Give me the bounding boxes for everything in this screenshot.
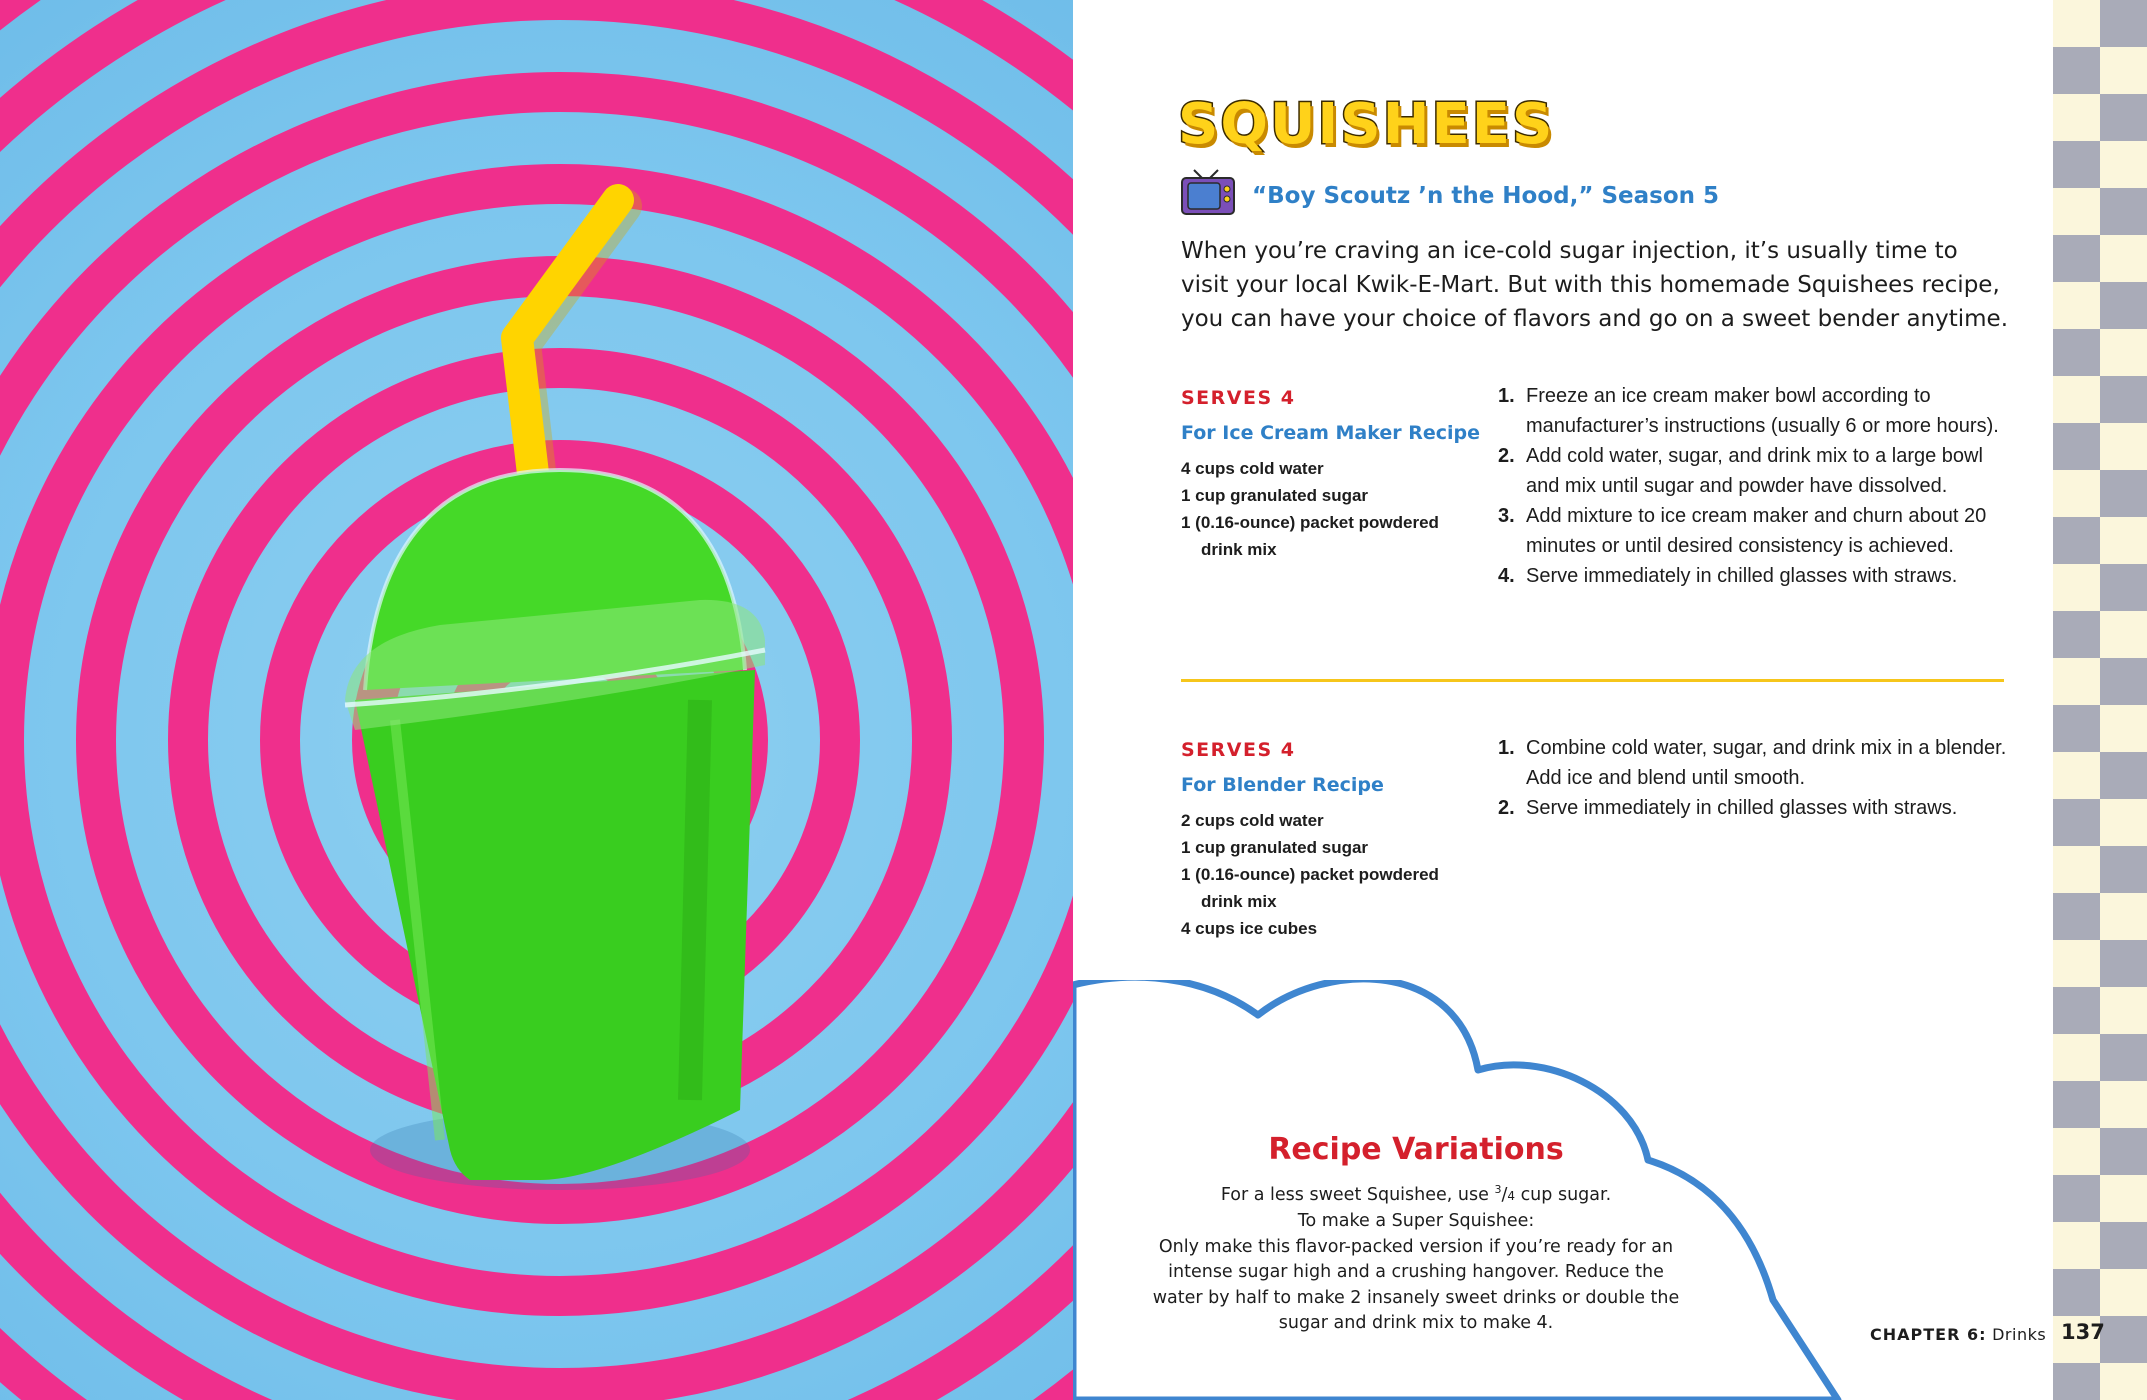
- ingredient-item: 1 (0.16-ounce) packet powdered drink mix: [1181, 513, 1439, 559]
- checker-square: [2053, 1175, 2100, 1222]
- step-item: 2. Add cold water, sugar, and drink mix to a large bowl and mix until sugar and powder have dissolved.: [1498, 445, 1983, 497]
- ingredients-blender: [1181, 807, 1451, 942]
- serves-label-ice-cream: SERVES 4: [1181, 387, 1296, 409]
- checker-square: [2100, 517, 2147, 564]
- checker-square: [2100, 799, 2147, 846]
- checker-square: [2100, 141, 2147, 188]
- checker-square: [2100, 235, 2147, 282]
- checker-square: [2053, 0, 2100, 47]
- checker-square: [2100, 1222, 2147, 1269]
- intro-paragraph: When you’re craving an ice-cold sugar injection, it’s usually time to visit your local Kwik-E-Mart. But with this homemade Squishees recipe, you can have your choice of flavors and go on a sweet bender anytime.: [1181, 238, 2009, 332]
- squishee-photo: [0, 0, 1073, 1400]
- checker-square: [2100, 1128, 2147, 1175]
- checker-square: [2100, 470, 2147, 517]
- checker-square: [2053, 987, 2100, 1034]
- checker-square: [2100, 47, 2147, 94]
- ingredient-item: 1 cup granulated sugar: [1181, 838, 1369, 857]
- checker-square: [2100, 987, 2147, 1034]
- checker-square: [2100, 188, 2147, 235]
- checker-square: [2053, 1269, 2100, 1316]
- checker-square: [2053, 564, 2100, 611]
- checker-square: [2053, 376, 2100, 423]
- checker-square: [2053, 47, 2100, 94]
- ingredient-item: 4 cups cold water: [1181, 459, 1324, 478]
- checker-square: [2100, 705, 2147, 752]
- step-item: 4. Serve immediately in chilled glasses with straws.: [1498, 565, 1958, 587]
- checker-square: [2100, 752, 2147, 799]
- checker-square: [2053, 752, 2100, 799]
- checker-square: [2053, 423, 2100, 470]
- subhead-blender: For Blender Recipe: [1181, 774, 1384, 796]
- checker-pattern: [2053, 0, 2147, 1400]
- checker-square: [2100, 423, 2147, 470]
- checker-square: [2053, 282, 2100, 329]
- checker-square: [2053, 329, 2100, 376]
- steps-blender: [1498, 733, 2018, 823]
- ingredient-item: 1 cup granulated sugar: [1181, 486, 1369, 505]
- checker-square: [2100, 376, 2147, 423]
- checker-square: [2053, 799, 2100, 846]
- step-item: 3. Add mixture to ice cream maker and churn about 20 minutes or until desired consistency is achieved.: [1498, 505, 1987, 557]
- checker-square: [2100, 1363, 2147, 1400]
- checker-square: [2100, 1316, 2147, 1363]
- checker-square: [2100, 893, 2147, 940]
- checker-square: [2053, 94, 2100, 141]
- checker-square: [2100, 658, 2147, 705]
- ingredient-item: 4 cups ice cubes: [1181, 919, 1318, 938]
- photo-illustration: [0, 0, 1073, 1400]
- checker-square: [2100, 611, 2147, 658]
- checker-square: [2053, 940, 2100, 987]
- checker-square: [2053, 141, 2100, 188]
- checker-square: [2100, 329, 2147, 376]
- steps-ice-cream: [1498, 381, 2018, 591]
- section-divider: [1181, 679, 2004, 682]
- checker-square: [2053, 517, 2100, 564]
- step-item: 2. Serve immediately in chilled glasses with straws.: [1498, 797, 1958, 819]
- checker-border: [2053, 0, 2147, 1400]
- checker-square: [2053, 1128, 2100, 1175]
- checker-square: [2100, 940, 2147, 987]
- ingredients-ice-cream: [1181, 455, 1451, 563]
- step-item: 1. Freeze an ice cream maker bowl according to manufacturer’s instructions (usually 6 or more hours).: [1498, 385, 1999, 437]
- checker-square: [2053, 611, 2100, 658]
- checker-square: [2053, 1034, 2100, 1081]
- checker-square: [2053, 1222, 2100, 1269]
- checker-square: [2053, 893, 2100, 940]
- checker-square: [2053, 470, 2100, 517]
- checker-square: [2100, 846, 2147, 893]
- checker-square: [2100, 94, 2147, 141]
- checker-square: [2100, 1175, 2147, 1222]
- ingredient-item: 2 cups cold water: [1181, 811, 1324, 830]
- checker-square: [2100, 282, 2147, 329]
- checker-square: [2053, 846, 2100, 893]
- checker-square: [2053, 705, 2100, 752]
- chapter-label: CHAPTER 6: Drinks: [1870, 1325, 2047, 1344]
- ingredient-item: 1 (0.16-ounce) packet powdered drink mix: [1181, 865, 1439, 911]
- checker-square: [2053, 1081, 2100, 1128]
- step-item: 1. Combine cold water, sugar, and drink mix in a blender. Add ice and blend until smooth.: [1498, 737, 2007, 789]
- tv-icon: [1180, 168, 1236, 218]
- episode-reference: “Boy Scoutz ’n the Hood,” Season 5: [1252, 183, 1720, 209]
- checker-square: [2100, 1081, 2147, 1128]
- subhead-ice-cream: For Ice Cream Maker Recipe: [1181, 422, 1481, 444]
- checker-square: [2100, 1269, 2147, 1316]
- checker-square: [2053, 188, 2100, 235]
- checker-square: [2100, 0, 2147, 47]
- recipe-title: SQUISHEES: [1178, 92, 1555, 157]
- checker-square: [2053, 235, 2100, 282]
- variations-title: Recipe Variations: [1268, 1132, 1564, 1167]
- variations-body: [1150, 1177, 1682, 1337]
- variation-line: To make a Super Squishee:: [1297, 1211, 1535, 1232]
- checker-square: [2100, 1034, 2147, 1081]
- checker-square: [2100, 564, 2147, 611]
- checker-square: [2053, 1363, 2100, 1400]
- serves-label-blender: SERVES 4: [1181, 739, 1296, 761]
- variation-line: Only make this flavor-packed version if you’re ready for an intense sugar high and a crushing hangover. Reduce the water by half to make 2 insanely sweet drinks or double the sugar and drink mix to make 4.: [1152, 1236, 1680, 1334]
- variation-line: For a less sweet Squishee, use $^3$/4 cup sugar.: [1220, 1183, 1612, 1205]
- checker-square: [2053, 658, 2100, 705]
- page-number: 137: [2061, 1320, 2105, 1344]
